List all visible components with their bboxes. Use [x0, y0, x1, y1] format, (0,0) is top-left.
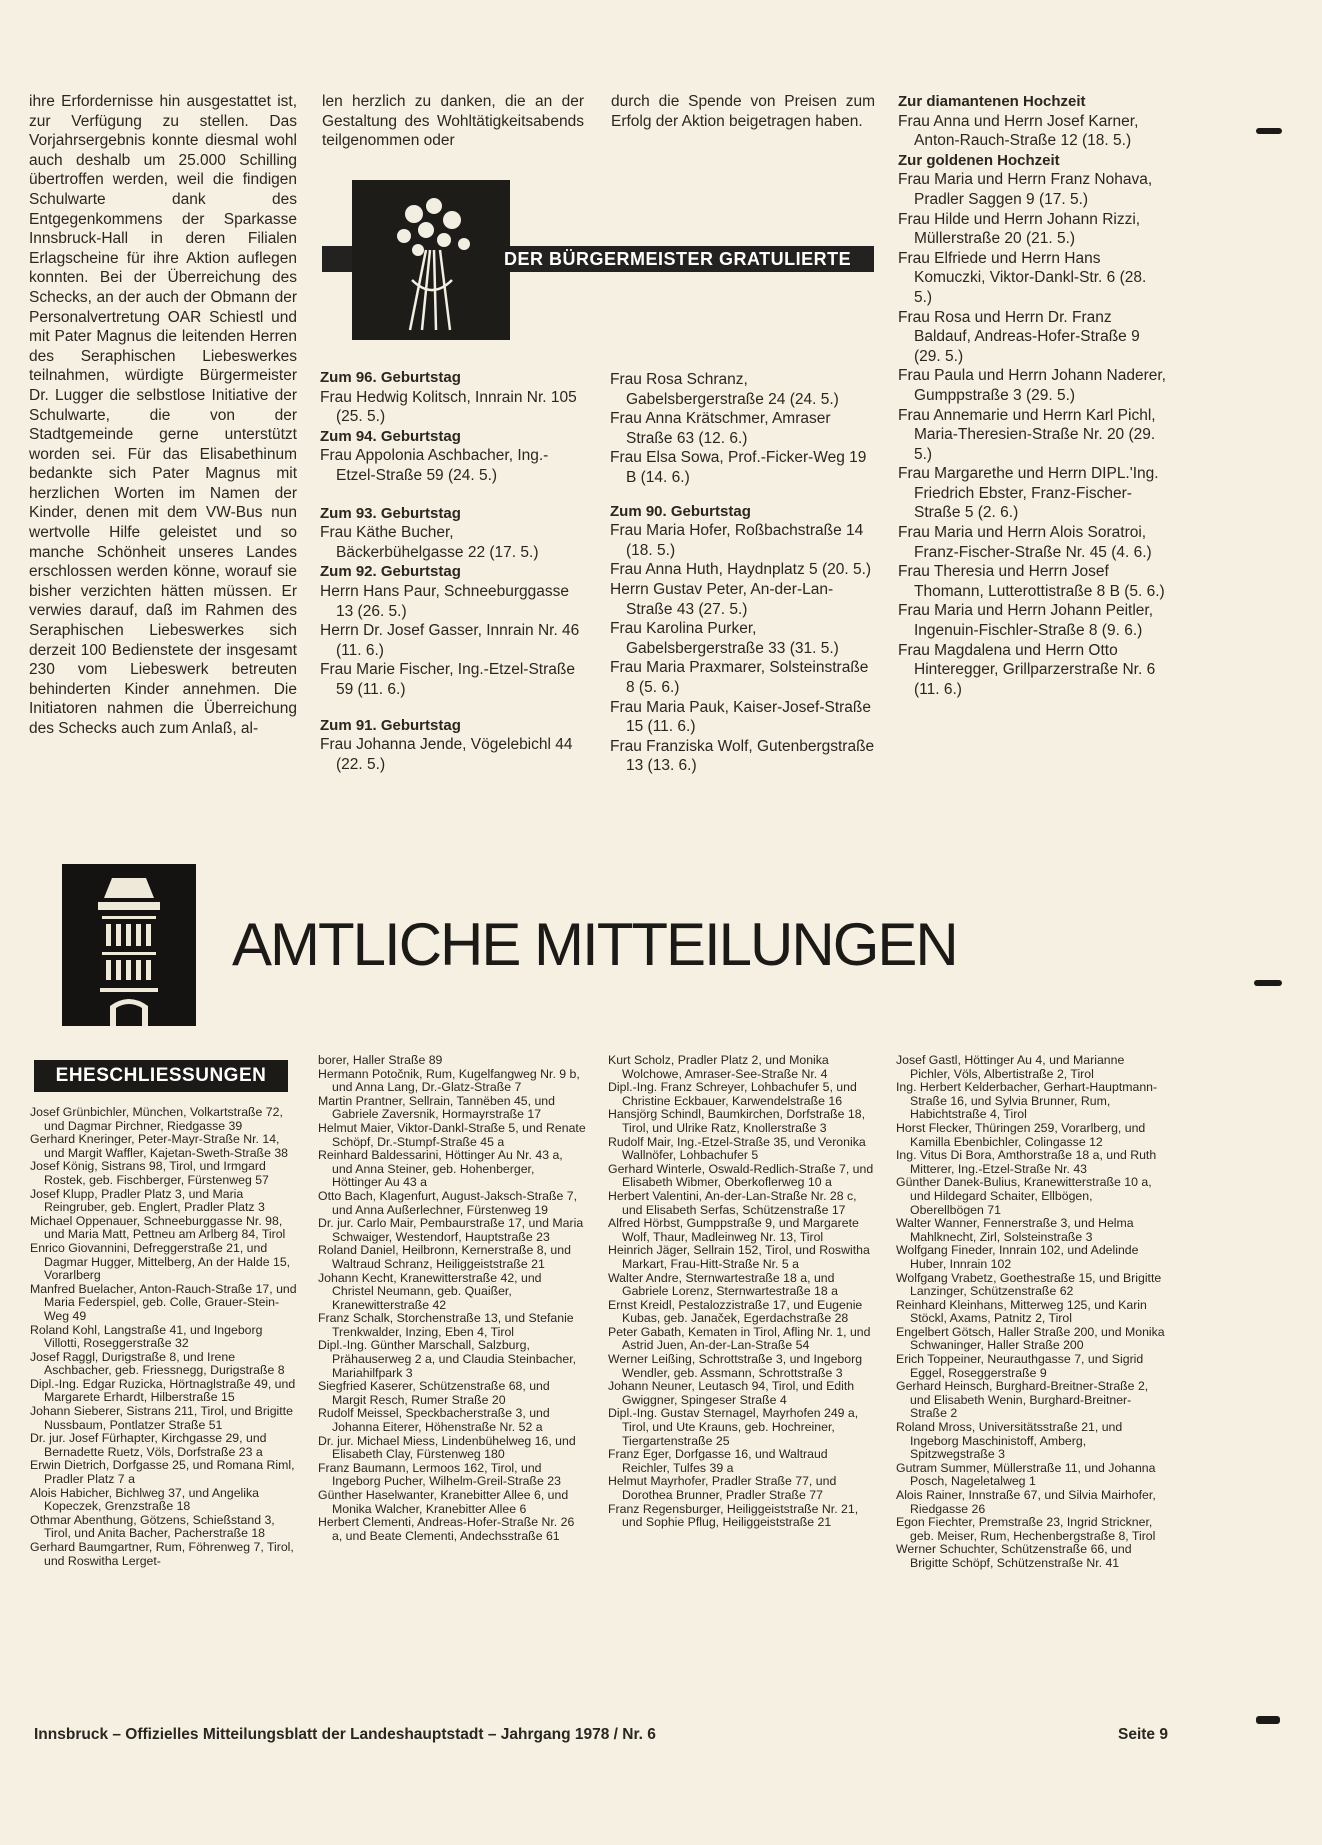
- birthday-entry: Frau Käthe Bucher, Bäckerbühelgasse 22 (17. 5.): [320, 524, 539, 561]
- heading-92: Zum 92. Geburtstag: [320, 563, 461, 581]
- marriage-entry: Horst Flecker, Thüringen 259, Vorarlberg, und Kamilla Ebenbichler, Colingasse 12: [896, 1120, 1146, 1149]
- marriage-entry: Alois Rainer, Innstraße 67, und Silvia Mairhofer, Riedgasse 26: [896, 1488, 1156, 1516]
- intro-column-3: [611, 92, 875, 131]
- marriage-entry: Dipl.-Ing. Edgar Ruzicka, Hörtnaglstraße 49, und Margarete Erhardt, Hilberstraße 15: [30, 1376, 296, 1405]
- marriage-entry: Peter Gabath, Kematen in Tirol, Afling Nr. 1, und Astrid Juen, An-der-Lan-Straße 54: [608, 1324, 871, 1353]
- marriage-entry: Josef Raggl, Durigstraße 8, und Irene Aschbacher, geb. Friessnegg, Durigstraße 8: [30, 1349, 285, 1378]
- birthday-entry: Frau Hedwig Kolitsch, Innrain Nr. 105 (25. 5.): [320, 388, 577, 426]
- marriage-entry: Heinrich Jäger, Sellrain 152, Tirol, und Roswitha Markart, Frau-Hitt-Straße Nr. 5 a: [608, 1243, 870, 1271]
- intro-text-1: ihre Erfordernisse hin ausgestattet ist, zur Verfügung zu stellen. Das Vorjahrsergebnis konnte diesmal wohl auch deshalb um 25.000 Schilling übertroffen werden, weil die findigen Schulwarte dank des Entgegenkommens der Sparkasse Innsbruck-Hall in deren Filialen Erlagscheine für ihre Aktion auflegen konnten. Bei der Überreichung des Schecks, an der auch der Obmann der Personalvertretung OAR Schiestl und mit Pater Magnus die leitenden Herren des Seraphischen Liebeswerkes teilnahmen, würdigte Bürgermeister Dr. Lugger die selbstlose Initiative der Schulwarte, die von der Stadtgemeinde gerne unterstützt worden sei. Für das Elisabethinum bedankte sich Pater Magnus mit herzlichen Worten im Namen der Kinder, denen mit dem VW-Bus nun wertvolle Hilfe geleistet und so manche Schönheit unseres Landes erschlossen werden könne, worauf sie bisher verzichten hätten müssen. Er verwies darauf, daß im Rahmen des Seraphischen Liebeswerkes sich derzeit 100 Bedienstete der insgesamt 230 vom Liebeswerk betreuten behinderten Kinder annehmen. Die Initiatoren nahmen die Überreichung des Schecks auch zum Anlaß, al-: [29, 93, 297, 737]
- anniversary-entry: Frau Elfriede und Herrn Hans Komuczki, Viktor-Dankl-Str. 6 (28. 5.): [898, 249, 1147, 306]
- marriage-entry: Werner Leißing, Schrottstraße 3, und Ingeborg Wendler, geb. Assmann, Schrottstraße 3: [608, 1352, 863, 1380]
- marriage-entry: Erich Toppeiner, Neurauthgasse 7, und Sigrid Eggel, Roseggerstraße 9: [896, 1352, 1144, 1380]
- city-tower-logo: [62, 864, 196, 1026]
- marriage-entry: Engelbert Götsch, Haller Straße 200, und Monika Schwaninger, Haller Straße 200: [896, 1324, 1165, 1353]
- heading-golden: Zur goldenen Hochzeit: [898, 151, 1060, 169]
- marriage-entry: Ernst Kreidl, Pestalozzistraße 17, und Eugenie Kubas, geb. Janaček, Egerdachstraße 28: [608, 1297, 863, 1326]
- marriages-column-3: [608, 1054, 876, 1530]
- marriage-entry: Walter Andre, Sternwartestraße 18 a, und Gabriele Lorenz, Sternwartestraße 18 a: [608, 1270, 838, 1299]
- birthday-entry: Frau Appolonia Aschbacher, Ing.-Etzel-Straße 59 (24. 5.): [320, 447, 549, 484]
- heading-93: Zum 93. Geburtstag: [320, 504, 461, 522]
- marriage-entry: Dr. jur. Carlo Mair, Pembaurstraße 17, und Maria Schwaiger, Westendorf, Hauptstraße 23: [318, 1216, 584, 1244]
- marriage-entry: Hermann Potočnik, Rum, Kugelfangweg Nr. 9 b, und Anna Lang, Dr.-Glatz-Straße 7: [318, 1066, 580, 1095]
- marriage-entry: borer, Haller Straße 89: [318, 1053, 443, 1067]
- marriage-entry: Johann Kecht, Kranewitterstraße 42, und Christel Neumann, geb. Quaißer, Kranewitterstraße 42: [318, 1270, 542, 1312]
- intro-column-1: [29, 92, 297, 739]
- marriage-entry: Egon Fiechter, Premstraße 23, Ingrid Strickner, geb. Meiser, Rum, Hechenbergstraße 8, Tirol: [896, 1515, 1156, 1543]
- marriage-entry: Dr. jur. Michael Miess, Lindenbühelweg 16, und Elisabeth Clay, Fürstenweg 180: [318, 1433, 576, 1462]
- heading-diamond: Zur diamantenen Hochzeit: [898, 93, 1086, 110]
- marriage-entry: Hansjörg Schindl, Baumkirchen, Dorfstraße 18, Tirol, und Ulrike Ratz, Knollerstraße 3: [608, 1107, 865, 1135]
- marriage-entry: Gerhard Baumgartner, Rum, Föhrenweg 7, Tirol, und Roswitha Lerget-: [30, 1540, 294, 1568]
- marriage-entry: Walter Wanner, Fennerstraße 3, und Helma Mahlknecht, Zirl, Solsteinstraße 3: [896, 1216, 1134, 1244]
- banner-title: DER BÜRGERMEISTER GRATULIERTE: [504, 249, 852, 269]
- birthday-entry: Frau Franziska Wolf, Gutenbergstraße 13 (13. 6.): [610, 737, 875, 775]
- birthday-entry: Frau Elsa Sowa, Prof.-Ficker-Weg 19 B (14. 6.): [610, 449, 867, 486]
- birthday-entry: Frau Maria Hofer, Roßbachstraße 14 (18. 5.): [610, 522, 864, 559]
- marriage-entry: Dipl.-Ing. Gustav Sternagel, Mayrhofen 249 a, Tirol, und Ute Krauns, geb. Hochreiner, Tiergartenstraße 25: [608, 1406, 859, 1448]
- tower-icon: [62, 864, 196, 1026]
- marriage-entry: Johann Sieberer, Sistrans 211, Tirol, und Brigitte Nussbaum, Pontlatzer Straße 51: [30, 1404, 293, 1432]
- marriage-entry: Josef König, Sistrans 98, Tirol, und Irmgard Rostek, geb. Fischberger, Fürstenweg 57: [30, 1159, 269, 1187]
- intro-column-2: [322, 92, 584, 151]
- heading-91: Zum 91. Geburtstag: [320, 716, 461, 734]
- marriage-entry: Erwin Dietrich, Dorfgasse 25, und Romana Riml, Pradler Platz 7 a: [30, 1458, 295, 1487]
- anniversary-entry: Frau Maria und Herrn Johann Peitler, Ingenuin-Fischler-Straße 8 (9. 6.): [898, 602, 1154, 640]
- marriage-entry: Enrico Giovannini, Defreggerstraße 21, und Dagmar Hugger, Mittelberg, An der Halde 15, Vorarlberg: [30, 1240, 291, 1283]
- birthday-entry: Herrn Hans Paur, Schneeburggasse 13 (26. 5.): [320, 582, 570, 620]
- heading-94: Zum 94. Geburtstag: [320, 427, 461, 445]
- anniversaries-column: [898, 92, 1166, 699]
- marriage-entry: Michael Oppenauer, Schneeburggasse Nr. 98, und Maria Matt, Pettneu am Arlberg 84, Tirol: [30, 1213, 286, 1242]
- anniversary-entry: Frau Annemarie und Herrn Karl Pichl, Maria-Theresien-Straße Nr. 20 (29. 5.): [898, 406, 1156, 463]
- anniversary-entry: Frau Margarethe und Herrn DIPL.'Ing. Friedrich Ebster, Franz-Fischer-Straße 5 (2. 6.): [898, 465, 1159, 522]
- marriage-entry: Helmut Mayrhofer, Pradler Straße 77, und Dorothea Brunner, Pradler Straße 77: [608, 1474, 837, 1502]
- marriage-entry: Helmut Maier, Viktor-Dankl-Straße 5, und Renate Schöpf, Dr.-Stumpf-Straße 45 a: [318, 1120, 586, 1149]
- marriage-entry: Othmar Abenthung, Götzens, Schießstand 3, Tirol, und Anita Bacher, Pacherstraße 18: [30, 1512, 275, 1541]
- marriage-entry: Dr. jur. Josef Fürhapter, Kirchgasse 29, und Bernadette Ruetz, Völs, Dorfstraße 23 a: [30, 1431, 267, 1459]
- birthday-entry: Frau Anna Huth, Haydnplatz 5 (20. 5.): [610, 561, 872, 579]
- birthday-entry: Frau Johanna Jende, Vögelebichl 44 (22. 5.): [320, 736, 573, 773]
- marriage-entry: Siegfried Kaserer, Schützenstraße 68, und Margit Resch, Rumer Straße 20: [318, 1379, 550, 1407]
- intro-text-2: len herzlich zu danken, die an der Gestaltung des Wohltätigkeitsabends teilgenommen oder: [322, 93, 584, 150]
- page-number: Seite 9: [1118, 1726, 1168, 1743]
- heading-90: Zum 90. Geburtstag: [610, 502, 751, 520]
- marriage-entry: Franz Eger, Dorfgasse 16, und Waltraud Reichler, Tulfes 39 a: [608, 1447, 828, 1475]
- margin-mark-middle: [1254, 980, 1282, 986]
- margin-mark-top: [1256, 128, 1282, 134]
- marriage-entry: Josef Grünbichler, München, Volkartstraße 72, und Dagmar Pirchner, Riedgasse 39: [30, 1105, 283, 1133]
- birthday-entry: Frau Karolina Purker, Gabelsbergerstraße 33 (31. 5.): [610, 620, 839, 657]
- marriage-entry: Gerhard Heinsch, Burghard-Breitner-Straße 2, und Elisabeth Wenin, Burghard-Breitner-Straße 2: [896, 1379, 1149, 1421]
- birthday-entry: Herrn Gustav Peter, An-der-Lan-Straße 43 (27. 5.): [610, 580, 834, 618]
- heading-96: Zum 96. Geburtstag: [320, 369, 461, 386]
- birthday-entry: Frau Maria Pauk, Kaiser-Josef-Straße 15 (11. 6.): [610, 698, 872, 736]
- marriage-entry: Wolfgang Vrabetz, Goethestraße 15, und Brigitte Lanzinger, Schützenstraße 62: [896, 1270, 1162, 1299]
- margin-mark-bottom: [1256, 1716, 1280, 1724]
- birthday-entry: Frau Anna Krätschmer, Amraser Straße 63 (12. 6.): [610, 410, 831, 447]
- birthday-entry: Herrn Dr. Josef Gasser, Innrain Nr. 46 (11. 6.): [320, 622, 580, 659]
- birthdays-column-2: [610, 370, 876, 776]
- marriage-entry: Ing. Vitus Di Bora, Amthorstraße 18 a, und Ruth Mitterer, Ing.-Etzel-Straße Nr. 43: [896, 1148, 1157, 1176]
- bouquet-illustration: [352, 180, 510, 340]
- marriage-entry: Franz Regensburger, Heiliggeiststraße Nr. 21, und Sophie Pflug, Heiliggeiststraße 21: [608, 1501, 859, 1530]
- marriage-entry: Manfred Buelacher, Anton-Rauch-Straße 17, und Maria Federspiel, geb. Colle, Grauer-Stein-Weg 49: [30, 1281, 297, 1323]
- marriage-entry: Reinhard Baldessarini, Höttinger Au Nr. 43 a, und Anna Steiner, geb. Hohenberger, Höttinger Au 43 a: [318, 1148, 563, 1190]
- marriage-entry: Günther Haselwanter, Kranebitter Allee 6, und Monika Walcher, Kranebitter Allee 6: [318, 1488, 569, 1516]
- marriage-entry: Rudolf Meissel, Speckbacherstraße 3, und Johanna Eiterer, Höhenstraße Nr. 52 a: [318, 1406, 550, 1435]
- anniversary-entry: Frau Anna und Herrn Josef Karner, Anton-Rauch-Straße 12 (18. 5.): [898, 112, 1139, 150]
- marriage-entry: Alfred Hörbst, Gumppstraße 9, und Margarete Wolf, Thaur, Madleinweg Nr. 13, Tirol: [608, 1216, 859, 1244]
- marriage-entry: Johann Neuner, Leutasch 94, Tirol, und Edith Gwiggner, Spingeser Straße 4: [608, 1379, 855, 1407]
- marriage-entry: Dipl.-Ing. Günther Marschall, Salzburg, Prähauserweg 2 a, und Claudia Steinbacher, Mariahilfpark 3: [318, 1338, 577, 1380]
- marriage-entry: Kurt Scholz, Pradler Platz 2, und Monika Wolchowe, Amraser-See-Straße Nr. 4: [608, 1053, 829, 1081]
- official-notices-title: AMTLICHE MITTEILUNGEN: [232, 911, 957, 978]
- marriages-column-2: [318, 1054, 586, 1543]
- marriage-entry: Gerhard Winterle, Oswald-Redlich-Straße 7, und Elisabeth Wibmer, Oberkoflerweg 10 a: [608, 1161, 874, 1190]
- marriage-entry: Werner Schuchter, Schützenstraße 66, und Brigitte Schöpf, Schützenstraße Nr. 41: [896, 1542, 1132, 1570]
- anniversary-entry: Frau Rosa und Herrn Dr. Franz Baldauf, Andreas-Hofer-Straße 9 (29. 5.): [898, 308, 1140, 365]
- marriage-entry: Wolfgang Fineder, Innrain 102, und Adelinde Huber, Innrain 102: [896, 1243, 1139, 1271]
- birthday-entry: Frau Rosa Schranz, Gabelsbergerstraße 24 (24. 5.): [610, 371, 839, 408]
- marriage-entry: Gutram Summer, Müllerstraße 11, und Johanna Posch, Nageletalweg 1: [896, 1460, 1156, 1489]
- marriage-entry: Franz Baumann, Lermoos 162, Tirol, und Ingeborg Pucher, Wilhelm-Greil-Straße 23: [318, 1460, 561, 1489]
- marriage-entry: Josef Klupp, Pradler Platz 3, und Maria Reingruber, geb. Englert, Pradler Platz 3: [30, 1186, 265, 1215]
- birthday-entry: Frau Maria Praxmarer, Solsteinstraße 8 (5. 6.): [610, 659, 869, 696]
- marriages-column-1: [30, 1106, 298, 1568]
- marriage-entry: Otto Bach, Klagenfurt, August-Jaksch-Straße 7, und Anna Außerlechner, Fürstenweg 19: [318, 1188, 578, 1217]
- mayor-congratulates-banner: [322, 180, 874, 340]
- marriage-entry: Gerhard Kneringer, Peter-Mayr-Straße Nr. 14, und Margit Waffler, Kajetan-Sweth-Straße 38: [30, 1132, 289, 1160]
- intro-text-3: durch die Spende von Preisen zum Erfolg der Aktion beigetragen haben.: [611, 93, 875, 130]
- marriage-entry: Reinhard Kleinhans, Mitterweg 125, und Karin Stöckl, Axams, Patnitz 2, Tirol: [896, 1297, 1147, 1326]
- marriage-entry: Martin Prantner, Sellrain, Tannëben 45, und Gabriele Zaversnik, Hormayrstraße 17: [318, 1093, 555, 1122]
- anniversary-entry: Frau Paula und Herrn Johann Naderer, Gumppstraße 3 (29. 5.): [898, 367, 1166, 404]
- marriage-entry: Roland Mross, Universitätsstraße 21, und Ingeborg Maschinistoff, Amberg, Spitzwegstraße 3: [896, 1420, 1123, 1462]
- marriage-entry: Roland Kohl, Langstraße 41, und Ingeborg Villotti, Roseggerstraße 32: [30, 1322, 263, 1351]
- birthdays-column-1: [320, 368, 584, 774]
- marriage-entry: Josef Gastl, Höttinger Au 4, und Marianne Pichler, Völs, Albertistraße 2, Tirol: [896, 1053, 1125, 1081]
- marriages-heading: EHESCHLIESSUNGEN: [34, 1060, 288, 1092]
- marriage-entry: Roland Daniel, Heilbronn, Kernerstraße 8, und Waltraud Schranz, Heiliggeiststraße 21: [318, 1243, 571, 1271]
- marriages-column-4: [896, 1054, 1166, 1571]
- anniversary-entry: Frau Maria und Herrn Alois Soratroi, Franz-Fischer-Straße Nr. 45 (4. 6.): [898, 524, 1152, 561]
- anniversary-entry: Frau Maria und Herrn Franz Nohava, Pradler Saggen 9 (17. 5.): [898, 171, 1153, 208]
- marriage-entry: Günther Danek-Bulius, Kranewitterstraße 10 a, und Hildegard Schaiter, Ellbögen, Oberellbögen 71: [896, 1175, 1152, 1217]
- flower-bouquet-image: [352, 180, 510, 340]
- marriage-entry: Herbert Valentini, An-der-Lan-Straße Nr. 28 c, und Elisabeth Serfas, Schützenstraße 17: [608, 1188, 857, 1217]
- marriage-entry: Franz Schalk, Storchenstraße 13, und Stefanie Trenkwalder, Inzing, Eben 4, Tirol: [318, 1311, 574, 1339]
- anniversary-entry: Frau Magdalena und Herrn Otto Hinteregger, Grillparzerstraße Nr. 6 (11. 6.): [898, 641, 1156, 698]
- marriage-entry: Rudolf Mair, Ing.-Etzel-Straße 35, und Veronika Wallnöfer, Lohbachufer 5: [608, 1134, 866, 1163]
- marriage-entry: Dipl.-Ing. Franz Schreyer, Lohbachufer 5, und Christine Eckbauer, Karwendelstraße 16: [608, 1080, 857, 1108]
- marriage-entry: Herbert Clementi, Andreas-Hofer-Straße Nr. 26 a, und Beate Clementi, Andechsstraße 61: [318, 1515, 575, 1543]
- birthday-entry: Frau Marie Fischer, Ing.-Etzel-Straße 59 (11. 6.): [320, 661, 575, 698]
- anniversary-entry: Frau Theresia und Herrn Josef Thomann, Lutterottistraße 8 B (5. 6.): [898, 563, 1165, 600]
- marriage-entry: Ing. Herbert Kelderbacher, Gerhart-Hauptmann-Straße 16, und Sylvia Brunner, Rum, Habichtstraße 4, Tirol: [896, 1080, 1158, 1122]
- marriage-entry: Alois Habicher, Bichlweg 37, und Angelika Kopeczek, Grenzstraße 18: [30, 1485, 259, 1514]
- footer-publication: Innsbruck – Offizielles Mitteilungsblatt der Landeshauptstadt – Jahrgang 1978 / Nr. 6: [34, 1726, 656, 1743]
- anniversary-entry: Frau Hilde und Herrn Johann Rizzi, Müllerstraße 20 (21. 5.): [898, 210, 1141, 248]
